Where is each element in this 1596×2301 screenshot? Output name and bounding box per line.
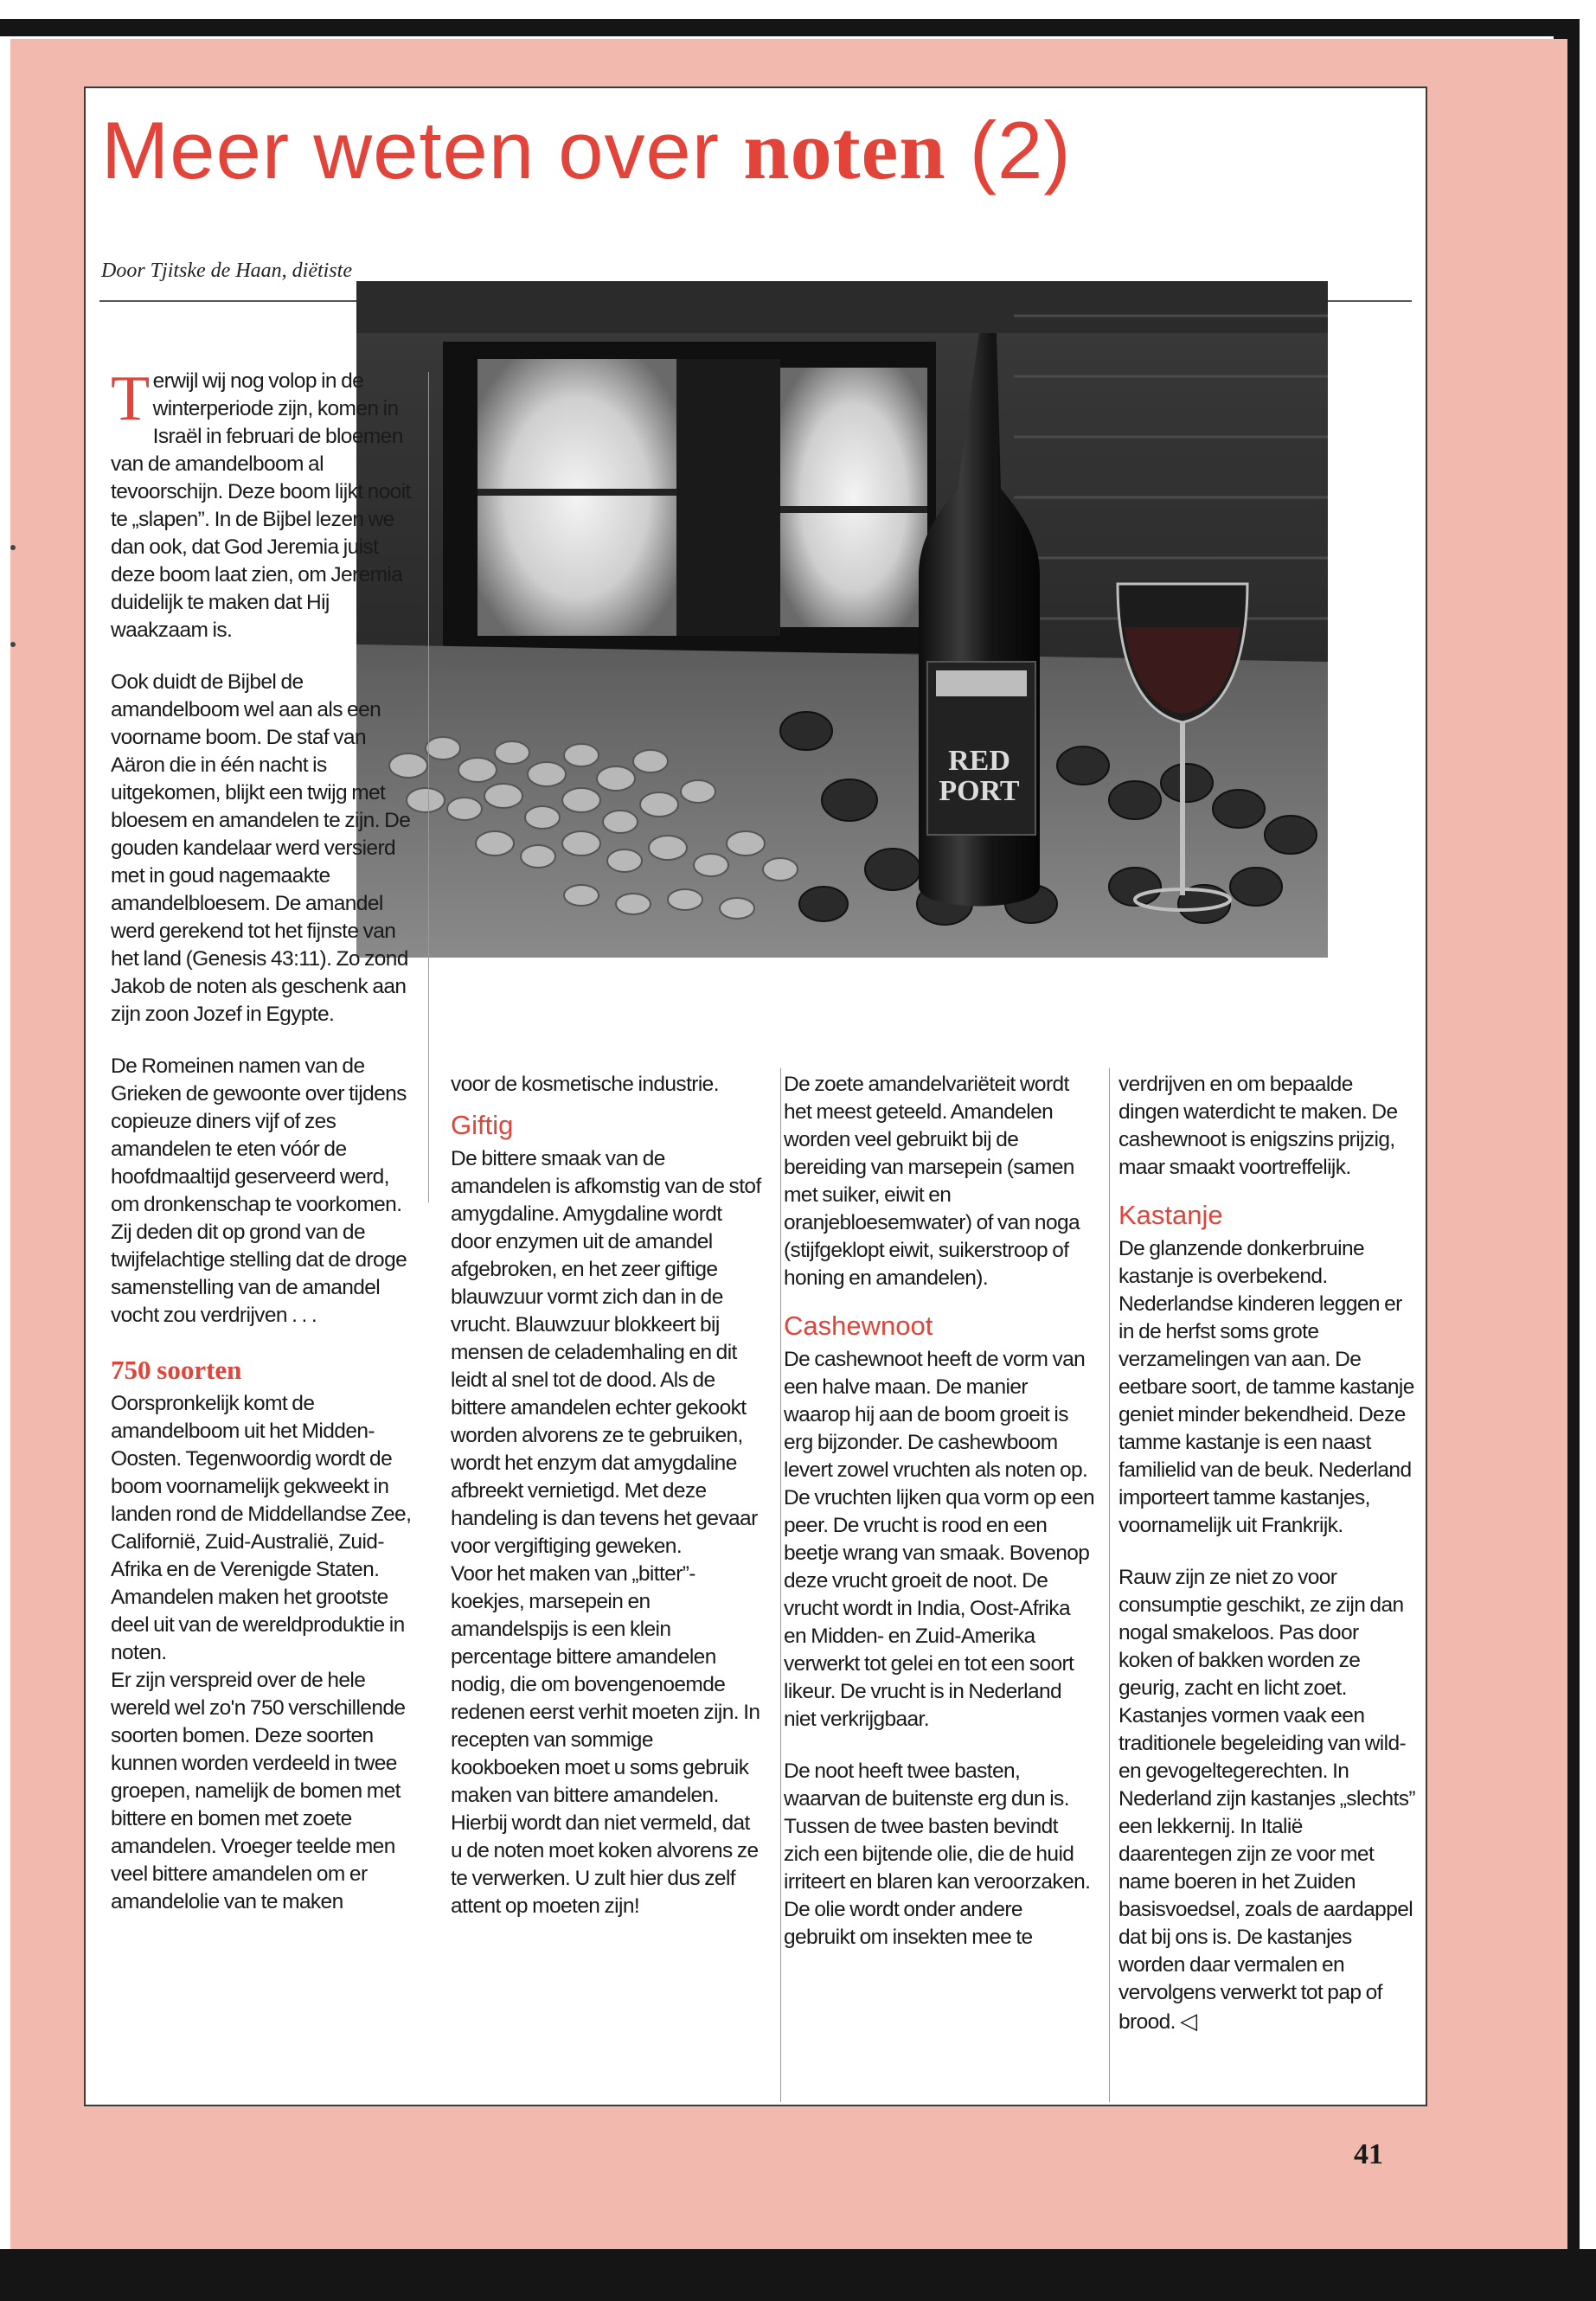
article-photo xyxy=(356,281,1328,958)
section-heading-giftig: Giftig xyxy=(451,1110,514,1140)
intro-text: erwijl wij nog volop in de winterperiode zijn, komen in Israël in februari de bloemen van de amandelboom al tevoorschijn. Deze boom lijkt nooit te „slapen”. In de Bijbel lezen we dan ook, dat God Jeremia juist deze boom laat zien, om Jeremia duidelijk te maken dat Hij waakzaam is. xyxy=(111,369,411,642)
title-suffix: (2) xyxy=(945,105,1072,195)
column-3 xyxy=(784,1071,1095,1976)
scan-border-top-line xyxy=(0,19,1567,36)
section-heading-kastanje: Kastanje xyxy=(1118,1200,1223,1230)
paragraph: De noot heeft twee basten, waarvan de buitenste erg dun is. Tussen de twee basten bevindt zich een bijtende olie, die de huid irriteert en blaren kan veroorzaken. De olie wordt onder andere gebruikt om insekten mee te xyxy=(784,1759,1091,1949)
column-2 xyxy=(451,1071,762,1945)
byline: Door Tjitske de Haan, diëtiste xyxy=(101,260,352,282)
bottle-label-red: RED xyxy=(948,745,1010,777)
paragraph: verdrijven en om bepaalde dingen waterdicht te maken. De cashewnoot is enigszins prijzig, maar smaakt voortreffelijk. xyxy=(1118,1073,1398,1179)
title-bold: noten xyxy=(743,104,946,196)
paragraph: De Romeinen namen van de Grieken de gewoonte over tijdens copieuze diners vijf of zes amandelen te eten vóór de hoofdmaaltijd geserveerd werd, om dronkenschap te voorkomen. Zij deden dit op grond van de twijfelachtige stelling dat de droge samenstelling van de amandel vocht zou verdrijven . . . xyxy=(111,1054,407,1327)
column-4 xyxy=(1118,1071,1417,2061)
title-regular: Meer weten over xyxy=(101,105,744,195)
scan-border-bottom xyxy=(0,2249,1596,2301)
scan-speck xyxy=(10,642,16,647)
article-title xyxy=(101,100,1072,200)
scan-speck xyxy=(10,545,16,550)
paragraph: voor de kosmetische industrie. xyxy=(451,1073,719,1096)
paragraph: Oorspronkelijk komt de amandelboom uit het Midden-Oosten. Tegenwoordig wordt de boom voornamelijk gekweekt in landen rond de Middellandse Zee, Californië, Zuid-Australië, Zuid-Afrika en de Verenigde Staten. Amandelen maken het grootste deel uit van de wereldproduktie in noten. xyxy=(111,1392,412,1664)
column-divider xyxy=(428,372,429,1202)
paragraph: De cashewnoot heeft de vorm van een halve maan. De manier waarop hij aan de boom groeit is erg bijzonder. De cashewboom levert zowel vruchten als noten op. De vruchten lijken qua vorm op een peer. De vrucht is rood en een beetje wrang van smaak. Bovenop deze vrucht groeit de noot. De vrucht wordt in India, Oost-Afrika en Midden- en Zuid-Amerika verwerkt tot gelei en tot een soort likeur. De vrucht is in Nederland niet verkrijgbaar. xyxy=(784,1348,1095,1731)
page-number: 41 xyxy=(1354,2138,1383,2170)
intro-paragraph xyxy=(111,363,413,644)
column-1 xyxy=(111,363,413,1940)
paragraph: Ook duidt de Bijbel de amandelboom wel aan als een voorname boom. De staf van Aäron die in één nacht is uitgekomen, blijkt een twijg met bloesem en amandelen te zijn. De gouden kandelaar werd versierd met in goud nagemaakte amandelbloesem. De amandel werd gerekend tot het fijnste van het land (Genesis 43:11). Zo zond Jakob de noten als geschenk aan zijn zoon Jozef in Egypte. xyxy=(111,670,411,1026)
paragraph: Voor het maken van „bitter”-koekjes, marsepein en amandelspijs is een klein percentage bittere amandelen nodig, die om bovengenoemde redenen eerst verhit moeten zijn. In recepten van sommige kookboeken moet u soms gebruik maken van bittere amandelen. Hierbij wordt dan niet vermeld, dat u de noten moet koken alvorens ze te verwerken. U zult hier dus zelf attent op moeten zijn! xyxy=(451,1562,760,1918)
bottle-label-port: PORT xyxy=(939,775,1020,807)
paragraph: De bittere smaak van de amandelen is afkomstig van de stof amygdaline. Amygdaline wordt door enzymen uit de amandel afgebroken, en het zeer giftige blauwzuur vormt zich dan in de vrucht. Blauwzuur blokkeert bij mensen de celademhaling en dit leidt al snel tot de dood. Als de bittere amandelen echter gekookt worden alvorens ze te gebruiken, wordt het enzym dat amygdaline afbreekt vernietigd. Met deze handeling is dan tevens het gevaar voor vergiftiging geweken. xyxy=(451,1147,761,1558)
paragraph: De glanzende donkerbruine kastanje is overbekend. Nederlandse kinderen leggen er in de herfst soms grote verzamelingen van aan. De eetbare soort, de tamme kastanje geniet minder bekendheid. Deze tamme kastanje is een naast familielid van de beuk. Nederland importeert tamme kastanjes, voornamelijk uit Frankrijk. xyxy=(1118,1237,1414,1537)
paragraph xyxy=(1118,1564,1417,2036)
drop-cap: T xyxy=(111,363,150,434)
section-heading-750-soorten: 750 soorten xyxy=(111,1355,242,1385)
end-mark-icon: ◁ xyxy=(1180,2008,1197,2034)
section-heading-cashewnoot: Cashewnoot xyxy=(784,1311,933,1341)
column-divider xyxy=(1109,1068,1110,2102)
photo-illustration xyxy=(356,281,1328,958)
paragraph-text: Rauw zijn ze niet zo voor consumptie geschikt, ze zijn dan nogal smakeloos. Pas door koken of bakken worden ze geurig, zacht en licht zoet. Kastanjes vormen vaak een traditionele begeleiding van wild- en gevogeltegerechten. In Nederland zijn kastanjes „slechts” een lekkernij. In Italië daarentegen zijn ze voor met name boeren in het Zuiden basisvoedsel, zoals de aardappel dat bij ons is. De kastanjes worden daar vermalen en vervolgens verwerkt tot pap of brood. xyxy=(1118,1566,1415,2034)
paragraph: De zoete amandelvariëteit wordt het meest geteeld. Amandelen worden veel gebruikt bij de bereiding van marsepein (samen met suiker, eiwit en oranjebloesemwater) of van noga (stijfgeklopt eiwit, suikerstroop of honing en amandelen). xyxy=(784,1073,1080,1290)
paragraph: Er zijn verspreid over de hele wereld wel zo'n 750 verschillende soorten bomen. Deze soorten kunnen worden verdeeld in twee groepen, namelijk de bomen met bittere en bomen met zoete amandelen. Vroeger teelde men veel bittere amandelen om er amandelolie van te maken xyxy=(111,1669,406,1913)
column-divider xyxy=(780,1068,781,2102)
